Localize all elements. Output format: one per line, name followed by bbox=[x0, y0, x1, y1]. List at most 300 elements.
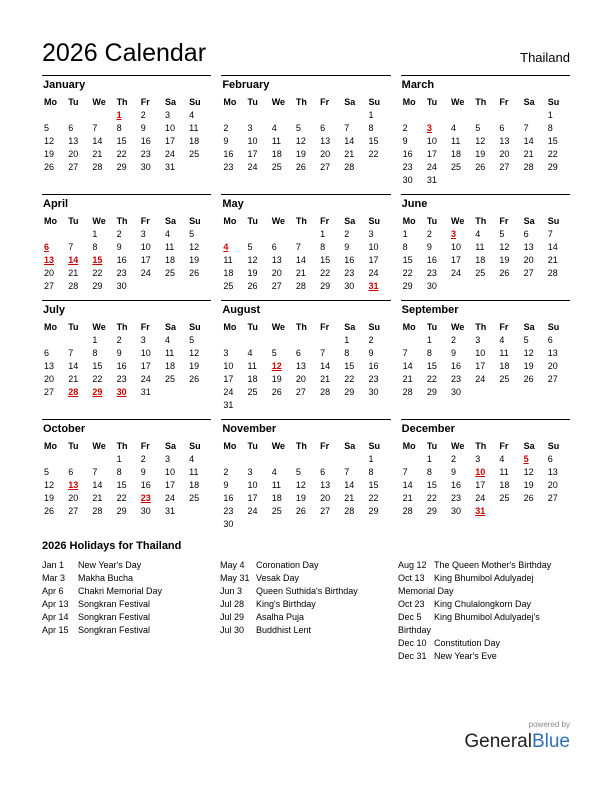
empty-cell bbox=[42, 227, 66, 240]
day-cell: 27 bbox=[271, 280, 282, 291]
day-cell: 4 bbox=[475, 228, 481, 239]
day-cell: 2 bbox=[116, 228, 122, 239]
day-cell: 19 bbox=[189, 360, 200, 371]
month-september bbox=[401, 300, 570, 411]
day-cell: 18 bbox=[189, 135, 200, 146]
month-table bbox=[401, 95, 570, 186]
weekday-header: Tu bbox=[247, 321, 258, 332]
holiday-entry bbox=[398, 650, 570, 663]
day-cell: 2 bbox=[223, 466, 229, 477]
day-cell: 11 bbox=[247, 360, 257, 371]
day-cell: 23 bbox=[116, 267, 127, 278]
day-cell: 7 bbox=[402, 347, 408, 358]
weekday-header: Fr bbox=[499, 96, 509, 107]
day-cell: 16 bbox=[223, 148, 234, 159]
day-cell: 16 bbox=[116, 254, 127, 265]
weekday-header: Tu bbox=[247, 215, 258, 226]
weekday-header: Fr bbox=[320, 215, 330, 226]
day-cell: 15 bbox=[368, 135, 379, 146]
month-title: July bbox=[43, 304, 66, 316]
day-cell: 20 bbox=[547, 360, 558, 371]
day-cell: 26 bbox=[189, 373, 200, 384]
day-cell: 7 bbox=[547, 228, 553, 239]
day-cell: 22 bbox=[116, 492, 127, 503]
day-cell: 18 bbox=[189, 479, 200, 490]
empty-cell bbox=[522, 279, 546, 292]
day-cell: 9 bbox=[451, 466, 457, 477]
holiday-name: King Chulalongkorn Day bbox=[434, 599, 532, 609]
day-cell: 3 bbox=[475, 334, 481, 345]
weekday-header: Su bbox=[368, 215, 380, 226]
day-cell: 1 bbox=[426, 453, 432, 464]
day-cell: 15 bbox=[116, 135, 127, 146]
holiday-name: Constitution Day bbox=[434, 638, 501, 648]
weekday-header: Th bbox=[475, 96, 487, 107]
day-cell: 5 bbox=[189, 228, 195, 239]
day-cell: 13 bbox=[68, 135, 79, 146]
day-cell: 28 bbox=[523, 161, 534, 172]
day-cell: 12 bbox=[499, 241, 510, 252]
day-cell: 16 bbox=[140, 479, 151, 490]
day-cell: 4 bbox=[189, 453, 195, 464]
day-cell: 3 bbox=[247, 466, 253, 477]
holiday-date: Mar 3 bbox=[42, 573, 66, 583]
day-cell: 29 bbox=[92, 386, 103, 397]
day-cell: 16 bbox=[140, 135, 151, 146]
day-cell: 19 bbox=[247, 267, 258, 278]
day-cell: 3 bbox=[451, 228, 457, 239]
day-cell: 13 bbox=[44, 254, 55, 265]
day-cell: 15 bbox=[92, 360, 103, 371]
empty-cell bbox=[522, 173, 546, 186]
holiday-name: Vesak Day bbox=[256, 573, 300, 583]
day-cell: 11 bbox=[451, 135, 461, 146]
day-cell: 27 bbox=[547, 492, 558, 503]
day-cell: 4 bbox=[164, 334, 170, 345]
weekday-header: Mo bbox=[223, 96, 237, 107]
empty-cell bbox=[497, 279, 521, 292]
weekday-header: Fr bbox=[499, 215, 509, 226]
weekday-header: Mo bbox=[402, 321, 416, 332]
weekday-header: Mo bbox=[44, 321, 57, 332]
day-cell: 9 bbox=[402, 135, 408, 146]
month-table bbox=[221, 95, 390, 173]
weekday-header: Th bbox=[475, 215, 487, 226]
empty-cell bbox=[342, 398, 366, 411]
day-cell: 3 bbox=[164, 453, 170, 464]
day-cell: 6 bbox=[44, 241, 50, 252]
holiday-name: Songkran Festival bbox=[78, 625, 151, 635]
day-cell: 5 bbox=[523, 334, 529, 345]
day-cell: 22 bbox=[92, 373, 103, 384]
empty-cell bbox=[246, 108, 270, 121]
day-cell: 18 bbox=[271, 492, 282, 503]
day-cell: 15 bbox=[320, 254, 331, 265]
month-table bbox=[42, 95, 211, 173]
day-cell: 4 bbox=[499, 334, 505, 345]
day-cell: 8 bbox=[344, 347, 350, 358]
empty-cell bbox=[497, 173, 521, 186]
weekday-header: Mo bbox=[44, 440, 57, 451]
holiday-name: New Year's Eve bbox=[434, 651, 497, 661]
weekday-header: Tu bbox=[247, 440, 258, 451]
day-cell: 25 bbox=[499, 373, 510, 384]
day-cell: 4 bbox=[247, 347, 253, 358]
empty-cell bbox=[270, 227, 294, 240]
empty-cell bbox=[294, 333, 318, 346]
day-cell: 28 bbox=[92, 161, 103, 172]
day-cell: 12 bbox=[247, 254, 258, 265]
day-cell: 8 bbox=[402, 241, 408, 252]
day-cell: 19 bbox=[499, 254, 510, 265]
empty-cell bbox=[401, 333, 425, 346]
month-title: March bbox=[401, 79, 435, 91]
month-january bbox=[42, 75, 211, 186]
empty-cell bbox=[294, 517, 318, 530]
day-cell: 24 bbox=[247, 505, 258, 516]
holiday-name: Asalha Puja bbox=[256, 612, 305, 622]
weekday-header: Fr bbox=[140, 96, 150, 107]
holiday-date: Dec 31 bbox=[398, 651, 427, 661]
holiday-entry bbox=[398, 572, 570, 598]
holiday-entry bbox=[42, 611, 220, 624]
day-cell: 17 bbox=[426, 148, 437, 159]
empty-cell bbox=[522, 108, 546, 121]
empty-cell bbox=[187, 385, 211, 398]
holiday-date: May 31 bbox=[220, 573, 250, 583]
weekday-header: We bbox=[92, 96, 106, 107]
weekday-header: Sa bbox=[164, 321, 176, 332]
day-cell: 26 bbox=[475, 161, 486, 172]
day-cell: 28 bbox=[402, 505, 413, 516]
weekday-header: Sa bbox=[344, 215, 356, 226]
day-cell: 17 bbox=[140, 254, 151, 265]
month-title: January bbox=[43, 79, 86, 91]
day-cell: 8 bbox=[320, 241, 326, 252]
month-table bbox=[221, 320, 390, 411]
holiday-column bbox=[220, 559, 398, 663]
holiday-date: Apr 13 bbox=[42, 599, 69, 609]
weekday-header: Su bbox=[368, 440, 380, 451]
month-title: May bbox=[222, 198, 244, 210]
day-cell: 21 bbox=[68, 267, 79, 278]
day-cell: 10 bbox=[368, 241, 379, 252]
day-cell: 8 bbox=[547, 122, 553, 133]
day-cell: 23 bbox=[402, 161, 413, 172]
day-cell: 25 bbox=[475, 267, 486, 278]
day-cell: 20 bbox=[295, 373, 306, 384]
holiday-date: Apr 14 bbox=[42, 612, 69, 622]
day-cell: 27 bbox=[499, 161, 510, 172]
day-cell: 3 bbox=[164, 109, 170, 120]
month-table bbox=[42, 214, 211, 292]
day-cell: 9 bbox=[344, 241, 350, 252]
weekday-header: Th bbox=[475, 321, 487, 332]
weekday-header: Su bbox=[547, 321, 560, 332]
day-cell: 13 bbox=[499, 135, 510, 146]
empty-cell bbox=[546, 385, 570, 398]
day-cell: 29 bbox=[116, 161, 127, 172]
day-cell: 21 bbox=[402, 373, 413, 384]
empty-cell bbox=[246, 452, 270, 465]
day-cell: 24 bbox=[140, 267, 151, 278]
month-july bbox=[42, 300, 211, 411]
weekday-header: We bbox=[92, 321, 106, 332]
day-cell: 7 bbox=[344, 122, 350, 133]
day-cell: 21 bbox=[547, 254, 558, 265]
day-cell: 13 bbox=[547, 466, 558, 477]
day-cell: 17 bbox=[140, 360, 151, 371]
weekday-header: We bbox=[451, 215, 465, 226]
weekday-header: Th bbox=[116, 321, 128, 332]
day-cell: 7 bbox=[402, 466, 408, 477]
day-cell: 27 bbox=[44, 280, 55, 291]
day-cell: 3 bbox=[140, 334, 146, 345]
day-cell: 14 bbox=[402, 479, 413, 490]
holiday-entry bbox=[42, 598, 220, 611]
day-cell: 12 bbox=[523, 466, 534, 477]
empty-cell bbox=[401, 452, 425, 465]
weekday-header: Su bbox=[547, 215, 560, 226]
day-cell: 13 bbox=[320, 479, 331, 490]
empty-cell bbox=[449, 173, 473, 186]
weekday-header: Th bbox=[295, 96, 307, 107]
day-cell: 17 bbox=[164, 135, 175, 146]
day-cell: 8 bbox=[368, 466, 374, 477]
weekday-header: Fr bbox=[320, 440, 330, 451]
month-table bbox=[42, 320, 211, 398]
day-cell: 13 bbox=[68, 479, 79, 490]
day-cell: 2 bbox=[451, 453, 457, 464]
month-table bbox=[401, 439, 570, 517]
empty-cell bbox=[270, 452, 294, 465]
empty-cell bbox=[270, 398, 294, 411]
day-cell: 9 bbox=[451, 347, 457, 358]
empty-cell bbox=[163, 279, 187, 292]
day-cell: 19 bbox=[44, 148, 55, 159]
empty-cell bbox=[270, 333, 294, 346]
day-cell: 8 bbox=[426, 466, 432, 477]
day-cell: 20 bbox=[44, 267, 55, 278]
holiday-date: Jul 28 bbox=[220, 599, 245, 609]
day-cell: 24 bbox=[223, 386, 234, 397]
country-label: Thailand bbox=[520, 50, 570, 65]
day-cell: 15 bbox=[426, 360, 437, 371]
holiday-date: Oct 13 bbox=[398, 573, 425, 583]
holiday-name: King's Birthday bbox=[256, 599, 316, 609]
day-cell: 12 bbox=[189, 241, 200, 252]
day-cell: 28 bbox=[320, 386, 331, 397]
empty-cell bbox=[270, 517, 294, 530]
day-cell: 9 bbox=[140, 122, 146, 133]
day-cell: 3 bbox=[223, 347, 229, 358]
day-cell: 9 bbox=[116, 241, 122, 252]
weekday-header: Mo bbox=[402, 215, 416, 226]
day-cell: 30 bbox=[116, 280, 127, 291]
day-cell: 17 bbox=[451, 254, 462, 265]
weekday-header: Tu bbox=[426, 321, 438, 332]
day-cell: 3 bbox=[247, 122, 253, 133]
day-cell: 29 bbox=[344, 386, 355, 397]
empty-cell bbox=[497, 385, 521, 398]
weekday-header: Sa bbox=[164, 96, 176, 107]
empty-cell bbox=[221, 452, 245, 465]
day-cell: 5 bbox=[247, 241, 253, 252]
day-cell: 26 bbox=[271, 386, 282, 397]
day-cell: 6 bbox=[499, 122, 505, 133]
day-cell: 30 bbox=[451, 505, 462, 516]
weekday-header: Su bbox=[547, 96, 560, 107]
weekday-header: Mo bbox=[223, 215, 237, 226]
day-cell: 27 bbox=[320, 505, 331, 516]
holiday-columns bbox=[42, 559, 570, 663]
day-cell: 11 bbox=[475, 241, 485, 252]
page-header bbox=[42, 38, 570, 68]
holiday-entry bbox=[42, 624, 220, 637]
day-cell: 23 bbox=[223, 505, 234, 516]
day-cell: 6 bbox=[44, 347, 50, 358]
day-cell: 24 bbox=[475, 492, 486, 503]
empty-cell bbox=[473, 385, 497, 398]
day-cell: 20 bbox=[68, 492, 79, 503]
day-cell: 7 bbox=[344, 466, 350, 477]
day-cell: 20 bbox=[547, 479, 558, 490]
day-cell: 27 bbox=[44, 386, 55, 397]
day-cell: 1 bbox=[368, 453, 374, 464]
month-table bbox=[401, 214, 570, 292]
weekday-header: Su bbox=[368, 96, 380, 107]
day-cell: 31 bbox=[164, 161, 175, 172]
day-cell: 26 bbox=[523, 373, 534, 384]
day-cell: 6 bbox=[68, 122, 74, 133]
day-cell: 15 bbox=[368, 479, 379, 490]
holiday-date: Dec 5 bbox=[398, 612, 422, 622]
weekday-header: Th bbox=[116, 215, 128, 226]
day-cell: 4 bbox=[499, 453, 505, 464]
day-cell: 6 bbox=[295, 347, 301, 358]
holiday-date: Apr 15 bbox=[42, 625, 69, 635]
day-cell: 26 bbox=[499, 267, 510, 278]
day-cell: 5 bbox=[271, 347, 277, 358]
day-cell: 23 bbox=[451, 373, 462, 384]
day-cell: 31 bbox=[223, 399, 234, 410]
weekday-header: Su bbox=[189, 440, 201, 451]
empty-cell bbox=[66, 108, 90, 121]
day-cell: 27 bbox=[295, 386, 306, 397]
day-cell: 16 bbox=[426, 254, 437, 265]
day-cell: 21 bbox=[92, 492, 103, 503]
day-cell: 24 bbox=[368, 267, 379, 278]
day-cell: 23 bbox=[426, 267, 437, 278]
empty-cell bbox=[294, 452, 318, 465]
day-cell: 23 bbox=[223, 161, 234, 172]
weekday-header: Fr bbox=[499, 321, 509, 332]
weekday-header: We bbox=[92, 440, 106, 451]
day-cell: 22 bbox=[426, 492, 437, 503]
day-cell: 12 bbox=[475, 135, 486, 146]
empty-cell bbox=[497, 504, 521, 517]
day-cell: 2 bbox=[451, 334, 457, 345]
day-cell: 25 bbox=[271, 161, 282, 172]
weekday-header: We bbox=[451, 321, 465, 332]
weekday-header: We bbox=[451, 440, 465, 451]
day-cell: 30 bbox=[426, 280, 437, 291]
holiday-entry bbox=[220, 624, 398, 637]
day-cell: 26 bbox=[247, 280, 258, 291]
weekday-header: Sa bbox=[523, 96, 535, 107]
weekday-header: Fr bbox=[140, 215, 150, 226]
day-cell: 30 bbox=[402, 174, 413, 185]
empty-cell bbox=[187, 504, 211, 517]
day-cell: 24 bbox=[247, 161, 258, 172]
day-cell: 2 bbox=[402, 122, 408, 133]
empty-cell bbox=[66, 452, 90, 465]
weekday-header: Th bbox=[116, 96, 128, 107]
day-cell: 21 bbox=[320, 373, 331, 384]
day-cell: 4 bbox=[271, 466, 277, 477]
day-cell: 23 bbox=[451, 492, 462, 503]
day-cell: 7 bbox=[68, 347, 74, 358]
day-cell: 27 bbox=[68, 505, 79, 516]
day-cell: 29 bbox=[426, 386, 437, 397]
empty-cell bbox=[342, 452, 366, 465]
day-cell: 9 bbox=[223, 135, 229, 146]
day-cell: 15 bbox=[402, 254, 413, 265]
day-cell: 21 bbox=[402, 492, 413, 503]
day-cell: 12 bbox=[189, 347, 200, 358]
day-cell: 5 bbox=[295, 466, 301, 477]
day-cell: 1 bbox=[426, 334, 432, 345]
day-cell: 27 bbox=[68, 161, 79, 172]
day-cell: 6 bbox=[271, 241, 277, 252]
empty-cell bbox=[270, 108, 294, 121]
day-cell: 9 bbox=[116, 347, 122, 358]
empty-cell bbox=[66, 227, 90, 240]
day-cell: 10 bbox=[475, 347, 486, 358]
holiday-name: Coronation Day bbox=[256, 560, 319, 570]
holiday-date: Dec 10 bbox=[398, 638, 427, 648]
holiday-name: King Bhumibol Adulyadej's Birthday bbox=[398, 612, 540, 635]
day-cell: 16 bbox=[223, 492, 234, 503]
empty-cell bbox=[90, 452, 114, 465]
day-cell: 19 bbox=[44, 492, 55, 503]
day-cell: 15 bbox=[547, 135, 558, 146]
day-cell: 19 bbox=[271, 373, 282, 384]
day-cell: 14 bbox=[547, 241, 558, 252]
empty-cell bbox=[42, 452, 66, 465]
day-cell: 9 bbox=[223, 479, 229, 490]
holidays-section bbox=[42, 540, 570, 663]
day-cell: 11 bbox=[189, 466, 199, 477]
month-title: October bbox=[43, 423, 86, 435]
empty-cell bbox=[221, 333, 245, 346]
holiday-entry bbox=[220, 585, 398, 598]
day-cell: 28 bbox=[402, 386, 413, 397]
day-cell: 19 bbox=[189, 254, 200, 265]
day-cell: 1 bbox=[368, 109, 374, 120]
day-cell: 10 bbox=[247, 479, 258, 490]
day-cell: 10 bbox=[140, 347, 151, 358]
weekday-header: Th bbox=[295, 321, 307, 332]
day-cell: 3 bbox=[475, 453, 481, 464]
day-cell: 14 bbox=[523, 135, 534, 146]
day-cell: 28 bbox=[295, 280, 306, 291]
day-cell: 30 bbox=[451, 386, 462, 397]
day-cell: 22 bbox=[92, 267, 103, 278]
day-cell: 30 bbox=[368, 386, 379, 397]
day-cell: 29 bbox=[402, 280, 413, 291]
weekday-header: Tu bbox=[426, 215, 438, 226]
